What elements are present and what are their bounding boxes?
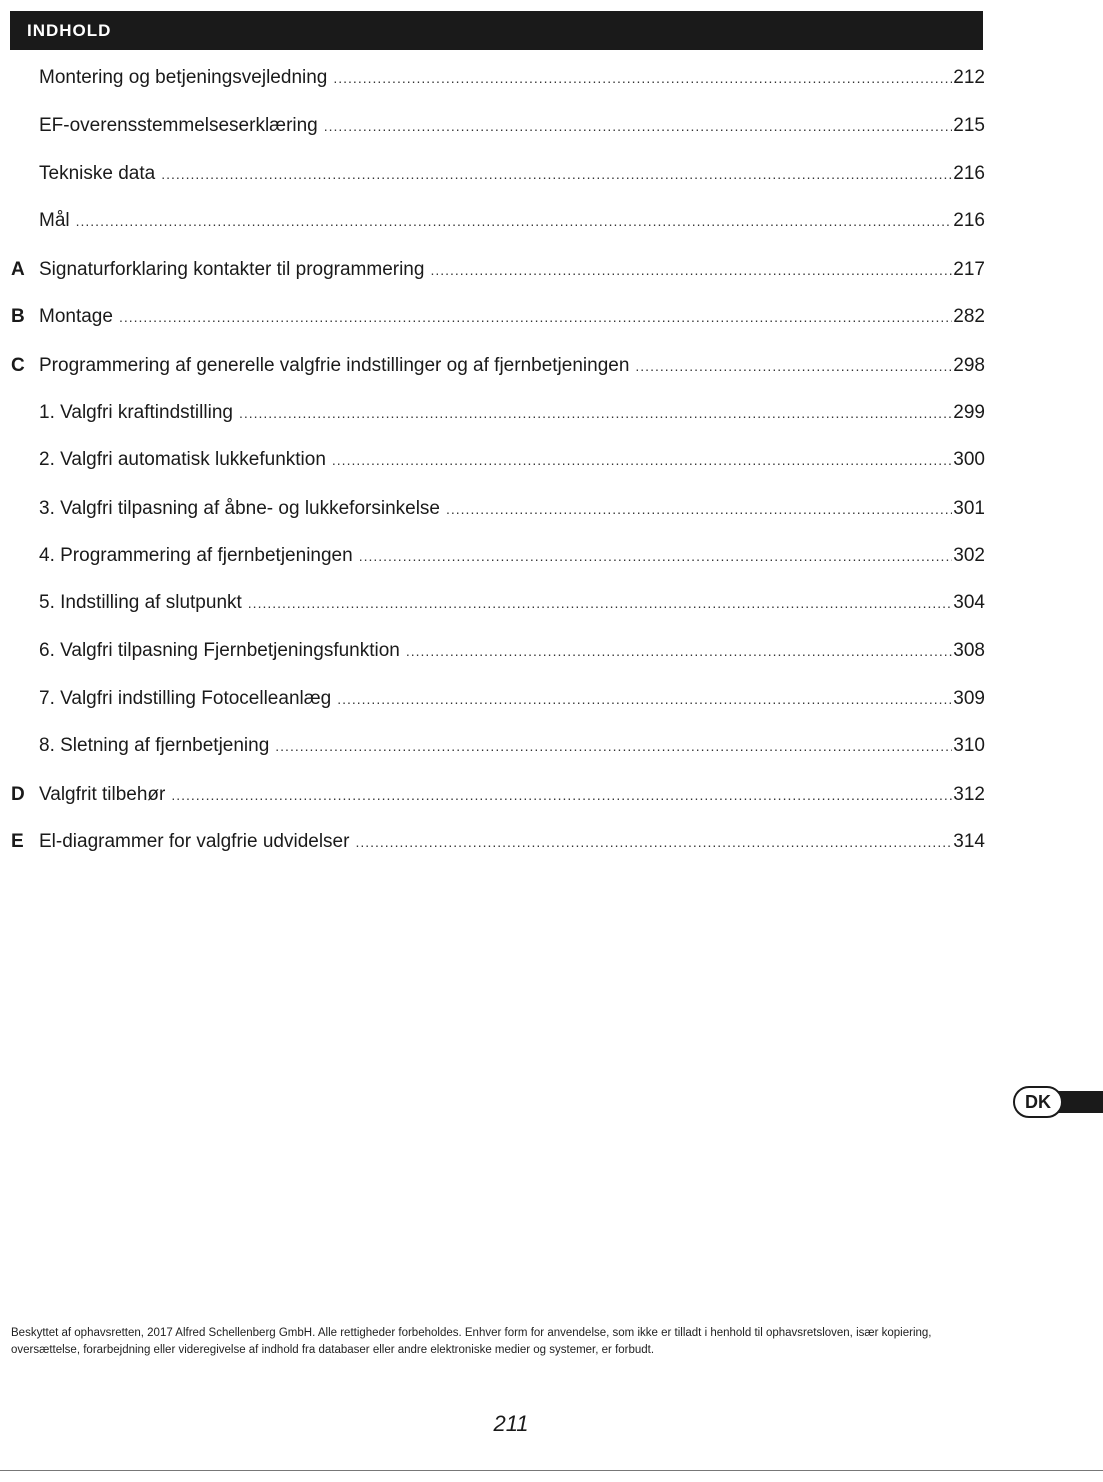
toc-entry[interactable]	[0, 161, 985, 187]
toc-entry[interactable]	[0, 353, 985, 379]
toc-section-letter: B	[11, 306, 25, 327]
toc-entry[interactable]	[0, 257, 985, 283]
toc-leader-dots	[324, 113, 953, 139]
toc-label: Signaturforklaring kontakter til programmering	[39, 259, 425, 280]
toc-leader-dots	[430, 257, 952, 283]
toc-label: 2. Valgfri automatisk lukkefunktion	[39, 449, 326, 470]
toc-page-number: 304	[953, 592, 985, 613]
toc-leader-dots	[76, 208, 953, 234]
toc-page-number: 300	[953, 449, 985, 470]
toc-label: 1. Valgfri kraftindstilling	[39, 402, 233, 423]
toc-section-letter: A	[11, 259, 25, 280]
toc-entry[interactable]	[0, 208, 985, 234]
bottom-divider	[0, 1470, 1103, 1471]
toc-page-number: 298	[953, 355, 985, 376]
toc-leader-dots	[337, 686, 952, 712]
toc-label: 4. Programmering af fjernbetjeningen	[39, 545, 353, 566]
toc-page-number: 308	[953, 640, 985, 661]
toc-leader-dots	[119, 304, 952, 330]
toc-entry[interactable]	[0, 113, 985, 139]
toc-label: Mål	[39, 210, 70, 231]
toc-leader-dots	[275, 733, 952, 759]
toc-entry[interactable]	[0, 543, 985, 569]
toc-leader-dots	[171, 782, 952, 808]
toc-label: Programmering af generelle valgfrie indstillinger og af fjernbetjeningen	[39, 355, 630, 376]
section-title: INDHOLD	[27, 21, 112, 40]
toc-leader-dots	[406, 638, 952, 664]
toc-label: 5. Indstilling af slutpunkt	[39, 592, 242, 613]
toc-leader-dots	[635, 353, 952, 379]
copyright-notice: Beskyttet af ophavsretten, 2017 Alfred Schellenberg GmbH. Alle rettigheder forbeholdes. Enhver form for anvendelse, som ikke er tilladt i henhold til ophavsretsloven, især kopiering, oversættelse, forarbejdning eller videregivelse af indhold fra databaser eller andre elektroniske medier og systemer, er forbudt.	[11, 1327, 932, 1356]
toc-entry[interactable]	[0, 733, 985, 759]
toc-leader-dots	[248, 590, 953, 616]
toc-entry[interactable]	[0, 829, 985, 855]
toc-section-letter: E	[11, 831, 24, 852]
toc-entry[interactable]	[0, 686, 985, 712]
toc-entry[interactable]	[0, 65, 985, 91]
toc-leader-dots	[333, 65, 952, 91]
toc-page-number: 282	[953, 306, 985, 327]
toc-label: Montage	[39, 306, 113, 327]
toc-section-letter: C	[11, 355, 25, 376]
toc-entry[interactable]	[0, 400, 985, 426]
toc-label: El-diagrammer for valgfrie udvidelser	[39, 831, 350, 852]
toc-leader-dots	[239, 400, 952, 426]
toc-page-number: 310	[953, 735, 985, 756]
language-tab-badge	[1013, 1086, 1103, 1118]
toc-page-number: 217	[953, 259, 985, 280]
toc-label: 3. Valgfri tilpasning af åbne- og lukkeforsinkelse	[39, 498, 440, 519]
language-code: DK	[1013, 1086, 1063, 1118]
toc-page-number: 301	[953, 498, 985, 519]
toc-label: 6. Valgfri tilpasning Fjernbetjeningsfunktion	[39, 640, 400, 661]
toc-page-number: 216	[953, 163, 985, 184]
toc-leader-dots	[359, 543, 953, 569]
toc-label: 7. Valgfri indstilling Fotocelleanlæg	[39, 688, 332, 709]
toc-label: Montering og betjeningsvejledning	[39, 67, 328, 88]
toc-entry[interactable]	[0, 782, 985, 808]
toc-leader-dots	[161, 161, 952, 187]
toc-page-number: 309	[953, 688, 985, 709]
toc-section-letter: D	[11, 784, 25, 805]
toc-entry[interactable]	[0, 590, 985, 616]
toc-page-number: 312	[953, 784, 985, 805]
toc-label: Tekniske data	[39, 163, 156, 184]
toc-page-number: 212	[953, 67, 985, 88]
toc-page-number: 299	[953, 402, 985, 423]
toc-leader-dots	[446, 496, 952, 522]
toc-page-number: 216	[953, 210, 985, 231]
toc-page-number: 215	[953, 115, 985, 136]
toc-entry[interactable]	[0, 638, 985, 664]
toc-entry[interactable]	[0, 304, 985, 330]
toc-entry[interactable]	[0, 496, 985, 522]
toc-leader-dots	[332, 447, 952, 473]
toc-leader-dots	[355, 829, 952, 855]
page-number: 211	[493, 1411, 529, 1436]
toc-page-number: 302	[953, 545, 985, 566]
toc-label: Valgfrit tilbehør	[39, 784, 166, 805]
section-header-bar	[10, 11, 983, 50]
toc-label: 8. Sletning af fjernbetjening	[39, 735, 270, 756]
toc-page-number: 314	[953, 831, 985, 852]
toc-entry[interactable]	[0, 447, 985, 473]
toc-label: EF-overensstemmelseserklæring	[39, 115, 318, 136]
